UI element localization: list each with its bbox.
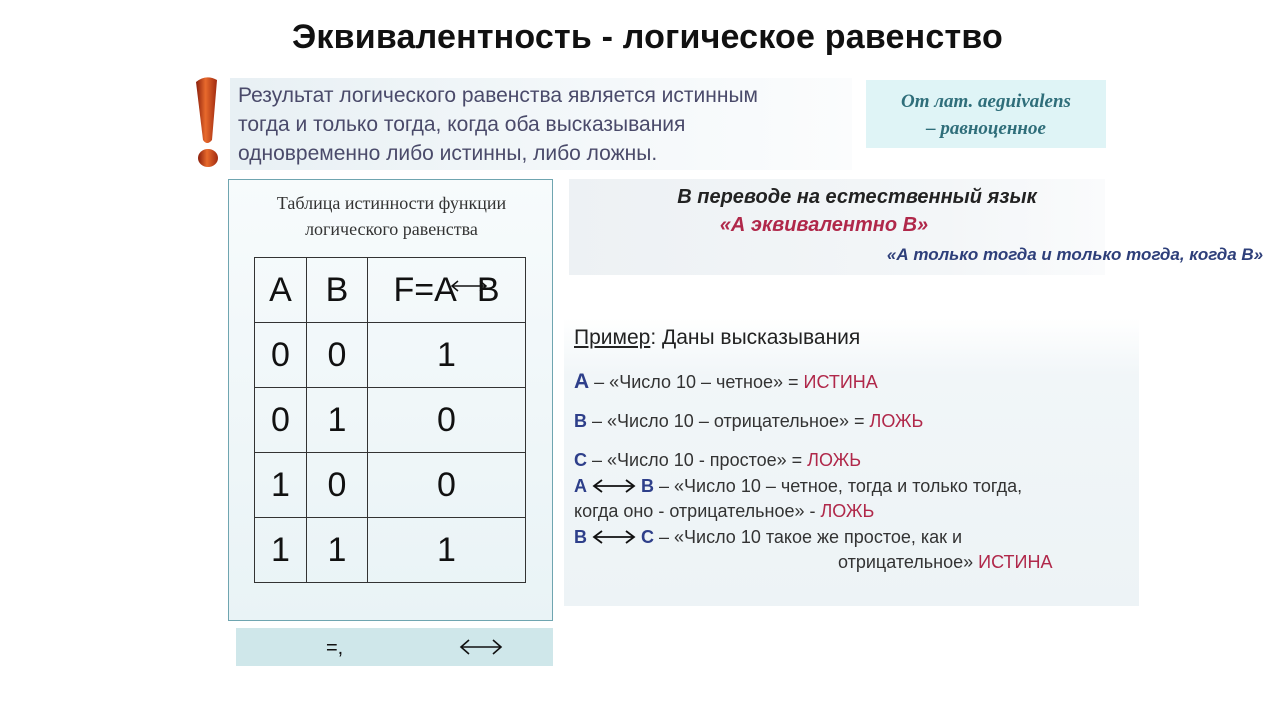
latin-line-1: От лат. aeguivalens <box>901 91 1071 112</box>
table-row <box>255 323 526 388</box>
statement-text: – «Число 10 - простое» = <box>587 450 808 470</box>
statement-value: ИСТИНА <box>803 372 878 392</box>
definition-line: тогда и только тогда, когда оба высказывания <box>238 113 686 136</box>
definition-line: Результат логического равенства является истинным <box>238 84 758 107</box>
cell-f: 0 <box>368 388 526 453</box>
page-title: Эквивалентность - логическое равенство <box>292 18 1003 56</box>
statement-c <box>574 450 861 471</box>
table-row <box>255 388 526 453</box>
latin-line-2: – равноценное <box>926 118 1046 139</box>
translation-heading: В переводе на естественный язык <box>677 186 1037 208</box>
translation-phrase-alt: «А только тогда и только тогда, когда В» <box>886 245 1264 264</box>
statement-value: ЛОЖЬ <box>807 450 862 470</box>
table-header-row <box>255 258 526 323</box>
statement-text: отрицательное» <box>838 552 979 572</box>
header-a: A <box>255 258 307 323</box>
double-arrow-icon <box>458 636 504 658</box>
example-box <box>564 318 1139 606</box>
statement-label: В <box>641 476 655 496</box>
statement-a <box>574 370 878 394</box>
statement-text: – «Число 10 – четное» = <box>589 372 804 392</box>
statement-value: ИСТИНА <box>978 552 1053 572</box>
cell-b: 0 <box>307 323 368 388</box>
translation-phrase: «А эквивалентно В» <box>719 214 929 236</box>
statement-value: ЛОЖЬ <box>820 501 875 521</box>
translation-box <box>569 179 1264 275</box>
header-f-left: F=A <box>393 270 457 309</box>
statement-text: – «Число 10 – отрицательное» = <box>587 411 870 431</box>
latin-origin-note <box>866 80 1106 148</box>
example-intro: : Даны высказывания <box>650 326 861 349</box>
statement-label: С <box>574 450 587 470</box>
cell-b: 0 <box>307 453 368 518</box>
cell-f: 1 <box>368 323 526 388</box>
notation-symbols-bar <box>236 628 553 666</box>
statement-label: С <box>641 527 655 547</box>
caption-line-2: логического равенства <box>305 219 478 239</box>
cell-f: 0 <box>368 453 526 518</box>
statement-text: – «Число 10 – четное, тогда и только тогда, <box>654 476 1023 496</box>
statement-b-equiv-c-cont <box>838 552 1052 573</box>
statement-b-equiv-c <box>574 527 962 548</box>
statement-label: В <box>574 527 587 547</box>
equals-symbol: =, <box>326 637 344 659</box>
statement-label: А <box>574 370 590 393</box>
truth-table-panel <box>228 179 553 621</box>
definition-text <box>238 81 852 168</box>
statement-label: А <box>574 476 587 496</box>
statement-label: В <box>574 411 587 431</box>
exclamation-icon <box>190 74 226 174</box>
table-row <box>255 518 526 583</box>
statement-a-equiv-b-cont <box>574 501 874 522</box>
caption-line-1: Таблица истинности функции <box>276 193 507 213</box>
cell-a: 0 <box>255 388 307 453</box>
table-row <box>255 453 526 518</box>
cell-a: 1 <box>255 453 307 518</box>
cell-b: 1 <box>307 518 368 583</box>
statement-b <box>574 411 923 432</box>
header-b: B <box>307 258 368 323</box>
header-f-right: B <box>476 270 500 309</box>
statement-value: ЛОЖЬ <box>869 411 924 431</box>
double-arrow-icon <box>592 529 636 545</box>
truth-table-caption <box>229 190 554 242</box>
cell-b: 1 <box>307 388 368 453</box>
definition-box <box>230 78 852 170</box>
statement-text: когда оно - отрицательное» - <box>574 501 821 521</box>
header-f <box>368 258 526 323</box>
definition-line: одновременно либо истинны, либо ложны. <box>238 142 658 165</box>
cell-a: 0 <box>255 323 307 388</box>
double-arrow-icon <box>592 478 636 494</box>
statement-text: – «Число 10 такое же простое, как и <box>654 527 963 547</box>
truth-table <box>254 257 526 583</box>
statement-a-equiv-b <box>574 476 1022 497</box>
cell-a: 1 <box>255 518 307 583</box>
cell-f: 1 <box>368 518 526 583</box>
example-heading <box>574 326 860 350</box>
example-label: Пример <box>574 326 651 349</box>
